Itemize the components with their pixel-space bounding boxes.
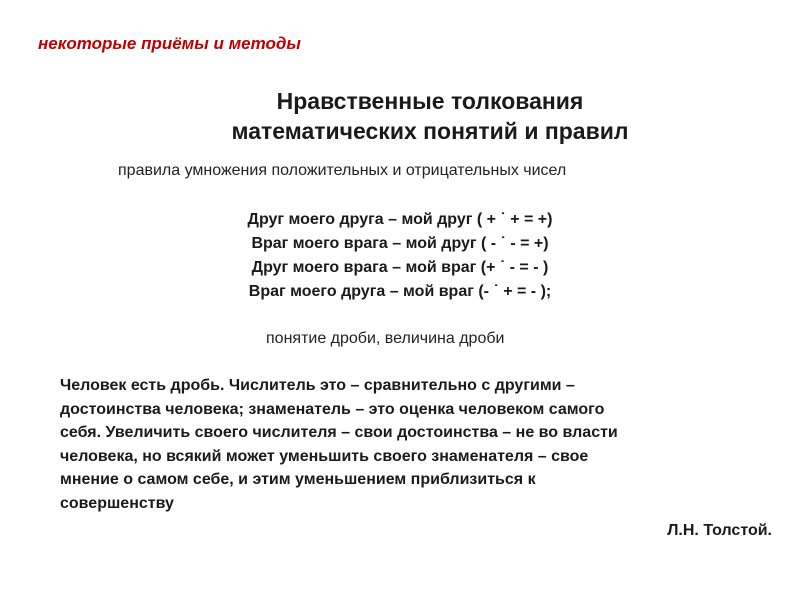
slide-title-line-1: Нравственные толкования [276,88,584,114]
rules-subtitle: правила умножения положительных и отрицательных чисел [118,162,567,179]
multiplication-rules [150,208,650,304]
quote-line: достоинства человека; знаменатель – это оценка человеком самого [60,400,605,418]
tolstoy-quote [60,374,770,515]
slide-title [150,86,710,146]
rule-line: Друг моего врага – мой враг (+ ˙ - = - ) [251,259,549,276]
quote-author: Л.Н. Толстой. [667,522,772,539]
rule-line: Друг моего друга – мой друг ( + ˙ + = +) [247,211,553,228]
rule-line: Враг моего врага – мой друг ( - ˙ - = +) [251,235,549,252]
quote-line: совершенству [60,494,174,512]
rule-line: Враг моего друга – мой враг (- ˙ + = - ); [248,283,552,300]
section-label: некоторые приёмы и методы [38,34,301,53]
quote-line: себя. Увеличить своего числителя – свои достоинства – не во власти [60,424,618,441]
fractions-subtitle: понятие дроби, величина дроби [266,330,505,347]
quote-line: Человек есть дробь. Числитель это – сравнительно с другими – [60,377,575,394]
quote-line: мнение о самом себе, и этим уменьшением приблизиться к [60,471,536,488]
slide-title-line-2: математических понятий и правил [231,118,629,144]
quote-line: человека, но всякий может уменьшить своего знаменателя – свое [60,447,589,465]
